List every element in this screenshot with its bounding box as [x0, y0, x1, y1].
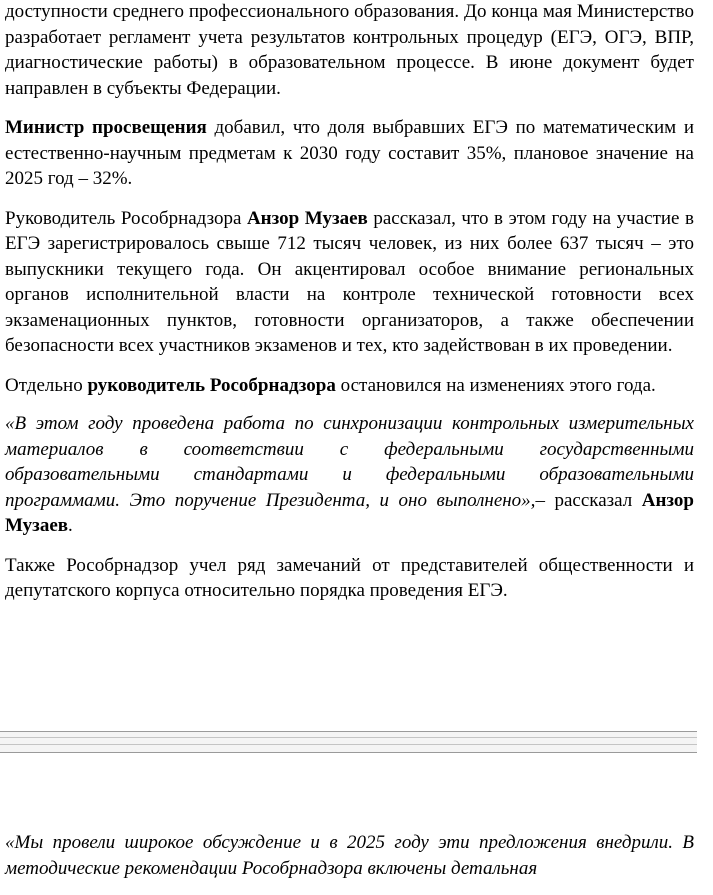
paragraph-kim-synchronization-quote: [5, 411, 694, 539]
document-page-bottom: [5, 830, 694, 895]
quote-dash: –: [535, 489, 545, 511]
paragraph-spo-regulation: доступности среднего профессионального образования. До конца мая Министерство разработает регламент учета результатов контрольных процедур (ЕГЭ, ОГЭ, ВПР, диагностические работы) в образовательном процессе. В июне документ будет направлен в субъекты Федерации.: [5, 1, 694, 99]
rosobrnadzor-head-title: руководитель Рособрнадзора: [87, 374, 336, 396]
minister-title: Министр просвещения: [5, 117, 207, 138]
broad-discussion-quote-text: «Мы провели широкое обсуждение и в 2025 году эти предложения внедрили. В методические рекомендации Рособрнадзора включены детальная: [5, 832, 694, 879]
page-break-line: [0, 744, 697, 745]
paragraph-muzaev-registration: [5, 206, 694, 359]
page-break-separator: [0, 731, 697, 753]
muzaev-registration-text: рассказал, что в этом году на участие в ЕГЭ зарегистрировалось свыше 712 тысяч человек, из них более 637 тысяч – это выпускники текущего года. Он акцентировал особое внимание региональных органов исполнительной власти на контроле технической готовности всех экзаменационных пунктов, готовности организаторов, а также обеспечении безопасности всех участников экзаменов и тех, кто задействован в их проведении.: [5, 207, 694, 356]
quote-attribution-name: Анзор Музаев: [5, 489, 694, 536]
page-break-line: [0, 737, 697, 738]
paragraph-public-remarks: Также Рособрнадзор учел ряд замечаний от представителей общественности и депутатского корпуса относительно порядка проведения ЕГЭ.: [5, 554, 694, 601]
quote-attribution-verb: рассказал: [544, 489, 642, 511]
paragraph-minister-statement: [5, 115, 694, 192]
minister-statement-text: добавил, что доля выбравших ЕГЭ по математическим и естественно-научным предметам к 2030 году составит 35%, плановое значение на 2025 год – 32%.: [5, 117, 694, 189]
muzaev-name: Анзор Музаев: [246, 207, 368, 229]
paragraph-changes-intro: [5, 373, 694, 399]
quote-attribution-end: .: [68, 515, 73, 536]
changes-intro-post: остановился на изменениях этого года.: [335, 374, 656, 396]
kim-quote-text: «В этом году проведена работа по синхронизации контрольных измерительных материалов в соответствии с федеральными государственными образовательными стандартами и федеральными образовательными программами. Это поручение Президента, и оно выполнено»,: [5, 413, 694, 511]
changes-intro-pre: Отдельно: [5, 374, 88, 396]
muzaev-intro: Руководитель Рособрнадзора: [5, 207, 247, 229]
document-page-top: [5, 0, 694, 618]
paragraph-broad-discussion-quote: [5, 830, 694, 881]
